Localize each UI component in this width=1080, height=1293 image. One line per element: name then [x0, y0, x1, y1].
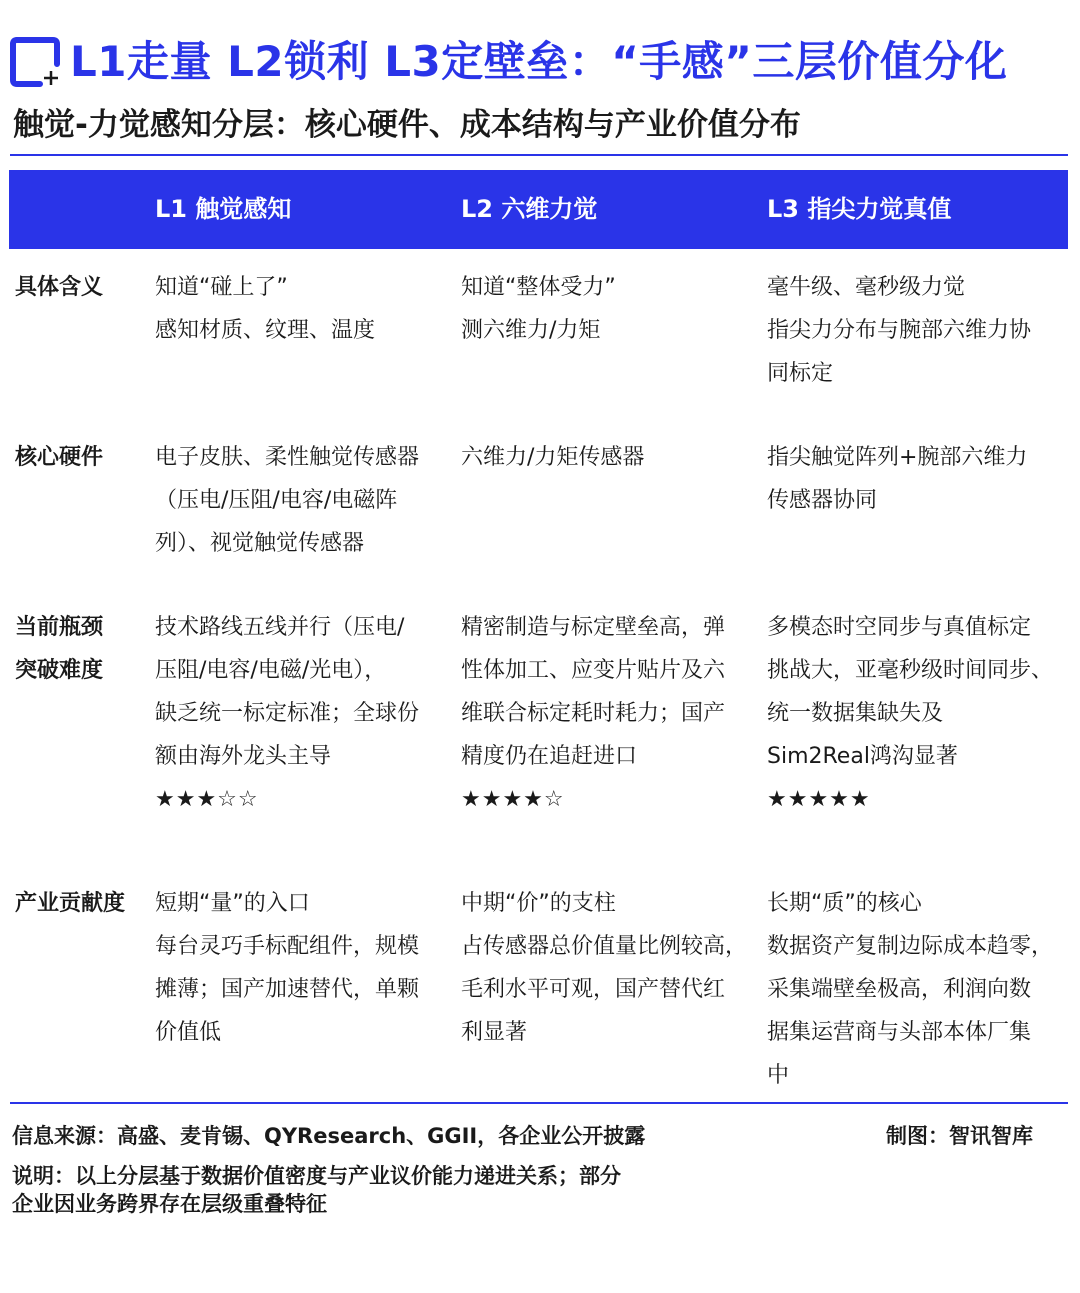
table-cell-l1: 技术路线五线并行（压电/ 压阻/电容/电磁/光电）， 缺乏统一标定标准；全球份 额由海外龙头主导 ★★★☆☆: [155, 606, 447, 821]
table-cell-l1: 电子皮肤、柔性触觉传感器 （压电/压阻/电容/电磁阵 列）、视觉触觉传感器: [155, 445, 420, 556]
row-label: 产业贡献度: [15, 891, 126, 916]
table-cell-l3: 指尖触觉阵列+腕部六维力 传感器协同: [767, 445, 1028, 513]
difficulty-rating-stars: ★★★★☆: [461, 787, 565, 812]
source-note: 信息来源：高盛、麦肯锡、QYResearch、GGII，各企业公开披露: [12, 1124, 646, 1148]
page-title: L1走量 L2锁利 L3定壁垒：“手感”三层价值分化: [70, 37, 1008, 86]
row-label: 当前瓶颈 突破难度: [15, 615, 104, 683]
row-label: 核心硬件: [15, 445, 104, 470]
page-subtitle: 触觉-力觉感知分层：核心硬件、成本结构与产业价值分布: [13, 107, 801, 143]
footer-divider: [10, 1102, 1068, 1104]
bracket-plus-logo-icon: [10, 37, 60, 87]
column-header-l2: L2 六维力觉: [461, 195, 598, 223]
table-cell-l2: 六维力/力矩传感器: [461, 445, 645, 470]
table-cell-l1: 知道“碰上了” 感知材质、纹理、温度: [155, 275, 376, 343]
table-cell-l1: 短期“量”的入口 每台灵巧手标配组件，规模 摊薄；国产加速替代，单颗 价值低: [155, 891, 420, 1045]
difficulty-rating-stars: ★★★★★: [767, 787, 871, 812]
table-cell-l3: 毫牛级、毫秒级力觉 指尖力分布与腕部六维力协 同标定: [767, 275, 1032, 386]
table-cell-l2: 知道“整体受力” 测六维力/力矩: [461, 275, 616, 343]
table-cell-l2: 精密制造与标定壁垒高，弹 性体加工、应变片贴片及六 维联合标定耗时耗力；国产 精度仍在追赶进口 ★★★★☆: [461, 606, 753, 821]
column-header-l3: L3 指尖力觉真值: [767, 195, 952, 223]
row-label: 具体含义: [15, 275, 104, 300]
explanation-note: 说明：以上分层基于数据价值密度与产业议价能力递进关系；部分 企业因业务跨界存在层级重叠特征: [12, 1164, 621, 1216]
table-cell-l2: 中期“价”的支柱 占传感器总价值量比例较高， 毛利水平可观，国产替代红 利显著: [461, 891, 748, 1045]
column-header-l1: L1 触觉感知: [155, 195, 292, 223]
header-divider: [10, 154, 1068, 156]
chart-credit: 制图：智讯智库: [886, 1124, 1033, 1148]
table-cell-l3: 多模态时空同步与真值标定 挑战大，亚毫秒级时间同步、 统一数据集缺失及 Sim2Real鸿沟显著 ★★★★★: [767, 606, 1072, 821]
table-cell-l3: 长期“质”的核心 数据资产复制边际成本趋零， 采集端壁垒极高，利润向数 据集运营商与头部本体厂集 中: [767, 891, 1054, 1088]
table-header: [9, 170, 1068, 249]
difficulty-rating-stars: ★★★☆☆: [155, 787, 259, 812]
